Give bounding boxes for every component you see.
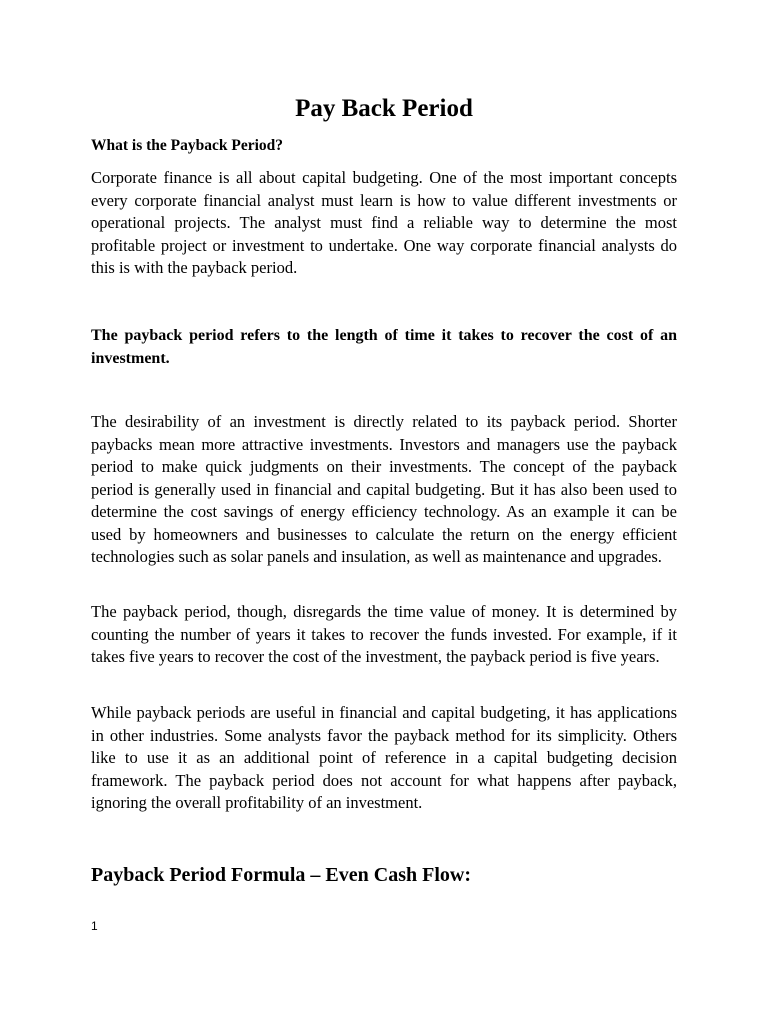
desirability-paragraph: The desirability of an investment is directly related to its payback period. Shorter paybacks mean more attractive investments. Investors and managers use the payback period to make quick judgments on their investments. The concept of the payback period is generally used in financial and capital budgeting. But it has also been used to determine the cost savings of energy efficiency technology. As an example it can be used by homeowners and businesses to calculate the return on the energy efficient technologies such as solar panels and insulation, as well as maintenance and upgrades. bbox=[91, 412, 677, 566]
intro-paragraph: Corporate finance is all about capital budgeting. One of the most important concepts every corporate financial analyst must learn is how to value different investments or operational projects. The analyst must find a reliable way to determine the most profitable project or investment to undertake. One way corporate financial analysts do this is with the payback period. bbox=[91, 168, 677, 277]
question-subheading: What is the Payback Period? bbox=[91, 137, 284, 154]
applications-paragraph: While payback periods are useful in financial and capital budgeting, it has applications in other industries. Some analysts favor the payback method for its simplicity. Others like to use it as an additional point of reference in a capital budgeting decision framework. The payback period does not account for what happens after payback, ignoring the overall profitability of an investment. bbox=[91, 703, 677, 812]
time-value-paragraph: The payback period, though, disregards the time value of money. It is determined by counting the number of years it takes to recover the funds invested. For example, if it takes five years to recover the cost of the investment, the payback period is five years. bbox=[91, 602, 677, 666]
definition-paragraph: The payback period refers to the length of time it takes to recover the cost of an investment. bbox=[91, 327, 677, 367]
formula-section-heading: Payback Period Formula – Even Cash Flow: bbox=[91, 864, 471, 886]
page-title: Pay Back Period bbox=[295, 95, 473, 122]
page-number: 1 bbox=[91, 919, 98, 933]
